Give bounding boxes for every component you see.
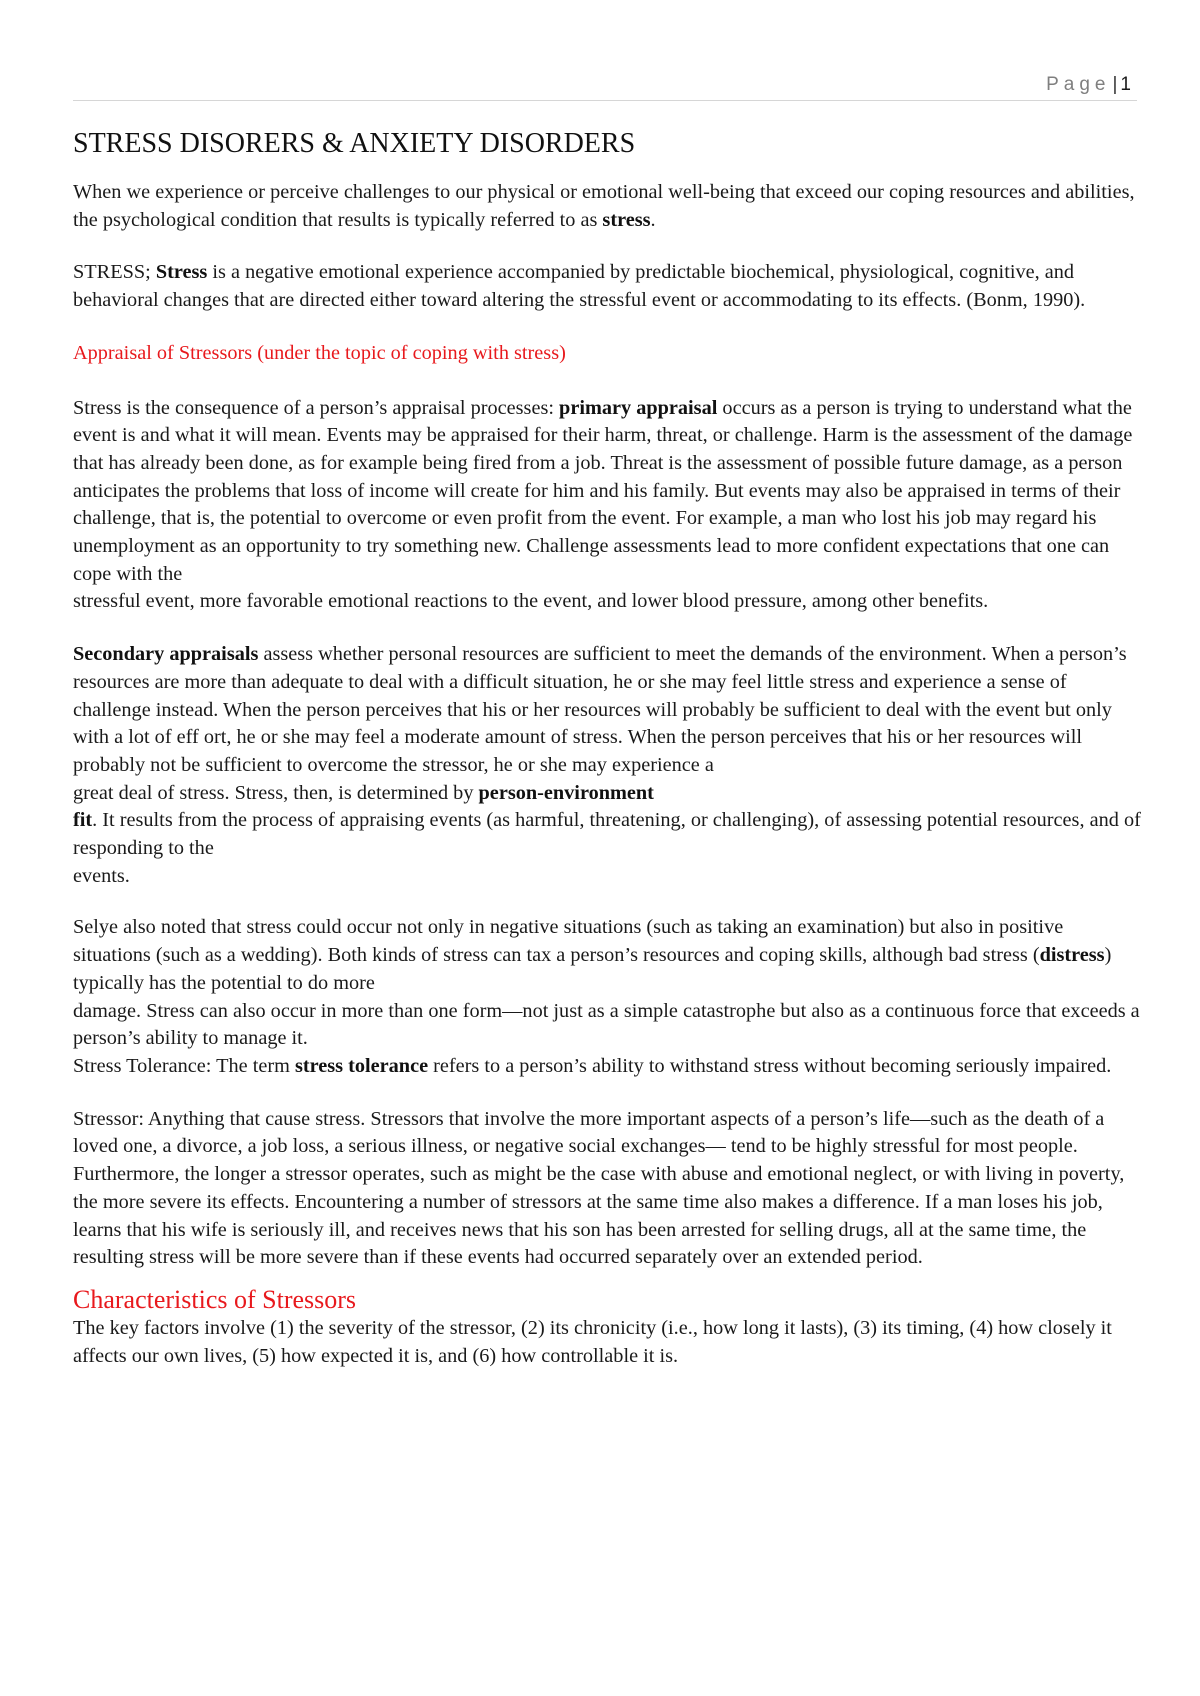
stress-tolerance-paragraph: [73, 1053, 1141, 1081]
stressor-paragraph: Stressor: Anything that cause stress. Stressors that involve the more important aspects of a person’s life—such as the death of a loved one, a divorce, a job loss, a serious illness, or negative social exchanges— tend to be highly stressful for most people. Furthermore, the longer a stressor operates, such as might be the case with abuse and emotional neglect, or with living in poverty, the more severe its effects. Encountering a number of stressors at the same time also makes a difference. If a man loses his job, learns that his wife is seriously ill, and receives news that his son has been arrested for selling drugs, all at the same time, the resulting stress will be more severe than if these events had occurred separately over an extended period.: [73, 1107, 1125, 1269]
primary-text-line2: stressful event, more favorable emotional reactions to the event, and lower blood pressure, among other benefits.: [73, 590, 989, 613]
secondary-line2: [73, 780, 1141, 808]
page-separator: |: [1112, 74, 1118, 95]
primary-appraisal-term: primary appraisal: [559, 396, 718, 419]
selye-paragraph: [73, 914, 1141, 1053]
distress-term: distress: [1039, 944, 1105, 967]
secondary-line3: [73, 807, 1141, 862]
characteristics-heading: Characteristics of Stressors: [73, 1284, 357, 1314]
fit-term: fit: [73, 809, 93, 832]
stress-tolerance-term: stress tolerance: [294, 1054, 429, 1077]
tolerance-prefix: Stress Tolerance: The term: [73, 1054, 295, 1077]
intro-bold-term: stress: [602, 208, 651, 231]
selye-line2: damage. Stress can also occur in more than one form—not just as a simple catastrophe but also as a continuous force that exceeds a person’s ability to manage it.: [73, 999, 1140, 1050]
characteristics-paragraph: The key factors involve (1) the severity of the stressor, (2) its chronicity (i.e., how long it lasts), (3) its timing, (4) how closely it affects our own lives, (5) how expected it is, and (6) how controllable it is.: [73, 1316, 1112, 1367]
secondary-appraisal-paragraph: [73, 641, 1141, 890]
stress-def-bold-term: Stress: [155, 261, 208, 284]
secondary-line4: events.: [73, 864, 130, 887]
page-header: [73, 74, 1137, 101]
primary-appraisal-paragraph: [73, 395, 1141, 617]
secondary-line3-text: . It results from the process of appraising events (as harmful, threatening, or challenging), of assessing potential resources, and of responding to the: [73, 809, 1141, 860]
secondary-text: assess whether personal resources are sufficient to meet the demands of the environment. When a person’s resources are more than adequate to deal with a difficult situation, he or she may feel little stress and experience a sense of challenge instead. When the person perceives that his or her resources will probably be sufficient to deal with the event but only with a lot of eff ort, he or she may feel a moderate amount of stress. When the person perceives that his or her resources will probably not be sufficient to overcome the stressor, he or she may experience a: [73, 643, 1127, 776]
page-word: Page: [1046, 74, 1111, 95]
selye-text: Selye also noted that stress could occur not only in negative situations (such as taking an examination) but also in positive situations (such as a wedding). Both kinds of stress can tax a person’s resources and coping skills, although bad stress (: [73, 916, 1064, 967]
intro-text: When we experience or perceive challenges to our physical or emotional well-being that exceed our coping resources and abilities, the psychological condition that results is typically referred to as: [73, 181, 1135, 231]
page-number: 1: [1120, 74, 1131, 95]
page-number-label: [1046, 74, 1131, 96]
stress-definition-paragraph: [73, 259, 1141, 314]
document-title: STRESS DISORERS & ANXIETY DISORDERS: [73, 128, 636, 159]
primary-text: occurs as a person is trying to understand what the event is and what it will mean. Events may be appraised for their harm, threat, or challenge. Harm is the assessment of the damage that has already been done, as for example being fired from a job. Threat is the assessment of possible future damage, as a person anticipates the problems that loss of income will create for him and his family. But events may also be appraised in terms of their challenge, that is, the potential to overcome or even profit from the event. For example, a man who lost his job may regard his unemployment as an opportunity to try something new. Challenge assessments lead to more confident expectations that one can cope with the: [73, 396, 1133, 585]
stress-def-prefix: STRESS;: [73, 261, 156, 284]
selye-text-end: ) typically has the potential to do more: [73, 944, 1112, 994]
document-body: [73, 127, 1141, 1370]
stress-def-text: is a negative emotional experience accompanied by predictable biochemical, physiological, cognitive, and behavioral changes that are directed either toward altering the stressful event or accommodating to its effects. (Bonm, 1990).: [73, 261, 1086, 312]
intro-end: .: [650, 208, 656, 231]
tolerance-text: refers to a person’s ability to withstand stress without becoming seriously impaired.: [428, 1054, 1112, 1077]
primary-text-start: Stress is the consequence of a person’s appraisal processes:: [73, 396, 560, 419]
appraisal-heading: Appraisal of Stressors (under the topic of coping with stress): [73, 341, 566, 364]
secondary-line2-text: great deal of stress. Stress, then, is determined by: [73, 781, 479, 804]
secondary-appraisal-term: Secondary appraisals: [73, 643, 259, 666]
intro-paragraph: [73, 179, 1141, 234]
person-environment-term: person-environment: [478, 781, 654, 804]
